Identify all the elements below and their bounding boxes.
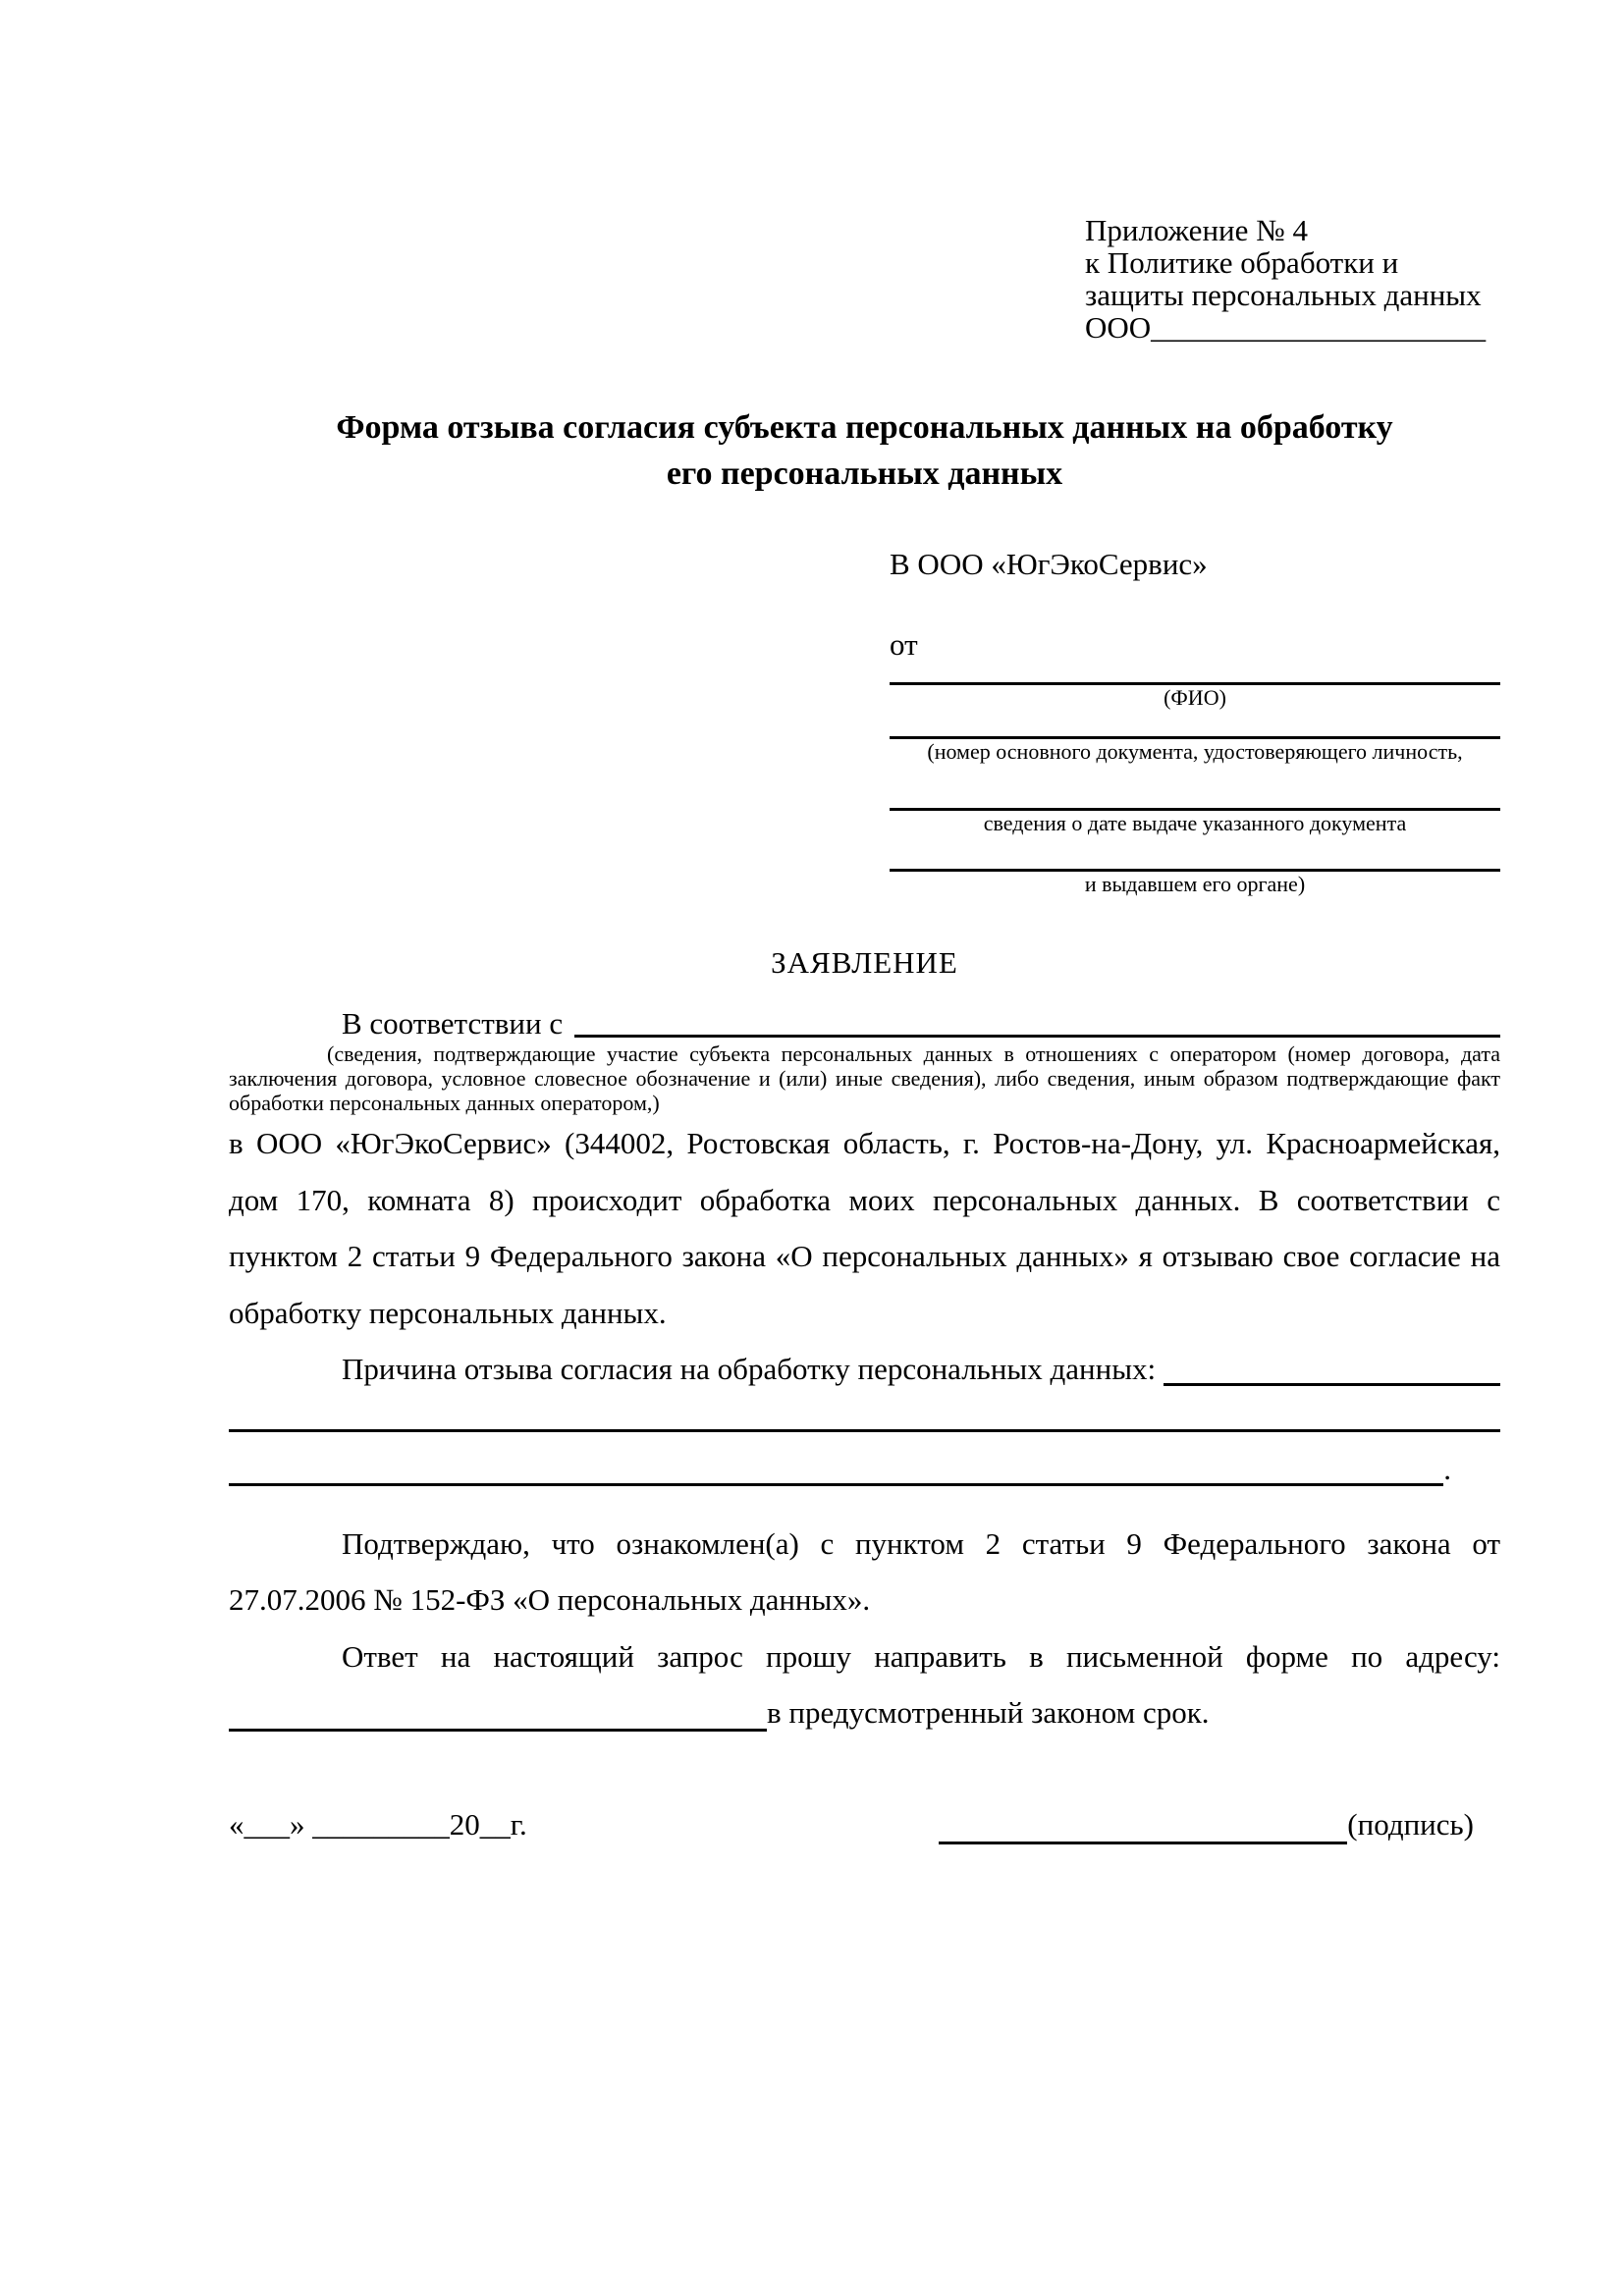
signoff-row xyxy=(229,1805,1500,1844)
intro-blank-line xyxy=(574,1006,1500,1038)
reason-blank-line-1 xyxy=(1164,1341,1500,1386)
address-blank-line xyxy=(229,1684,767,1732)
appendix-line-2: к Политике обработки и xyxy=(1085,245,1399,280)
addressee-from-label: от xyxy=(890,627,918,662)
appendix-line-3: защиты персональных данных xyxy=(1085,278,1482,312)
reason-label: Причина отзыва согласия на обработку персональных данных: xyxy=(342,1352,1157,1386)
fio-caption: (ФИО) xyxy=(1164,685,1226,710)
page-content xyxy=(229,0,1500,1844)
addressee-organization: В ООО «ЮгЭкоСервис» xyxy=(890,547,1208,581)
intro-prefix: В соответствии с xyxy=(342,1006,564,1041)
reason-row xyxy=(229,1341,1500,1398)
issuer-blank-line xyxy=(890,836,1500,872)
statement-body: в ООО «ЮгЭкоСервис» (344002, Ростовская область, г. Ростов-на-Дону, ул. Красноармейская, дом 170, комната 8) происходит обработка моих персональных данных. В соответствии с пунктом 2 статьи 9 Федерального закона «О персональных данных» я отзываю свое согласие на обработку персональных данных. xyxy=(229,1126,1500,1330)
document-number-blank-line xyxy=(890,711,1500,739)
issuer-caption: и выдавшем его органе) xyxy=(1084,872,1306,896)
issue-date-caption: сведения о дате выдаче указанного документа xyxy=(983,811,1407,835)
appendix-line-1: Приложение № 4 xyxy=(1085,213,1308,247)
statement-heading: ЗАЯВЛЕНИЕ xyxy=(771,945,958,980)
document-title xyxy=(229,404,1500,497)
document-title-line-2: его персональных данных xyxy=(666,455,1063,492)
reply-request-paragraph: Ответ на настоящий запрос прошу направить в письменной форме по адресу: xyxy=(342,1638,1500,1674)
intro-footnote: (сведения, подтверждающие участие субъекта персональных данных в отношениях с оператором (номер договора, дата заключения договора, условное словесное обозначение и (или) иные сведения), либо сведения, иным образом подтверждающие факт обработки персональных данных оператором,) xyxy=(229,1041,1500,1115)
confirmation-paragraph: Подтверждаю, что ознакомлен(а) с пунктом 2 статьи 9 Федерального закона от 27.07.2006 № 152-ФЗ «О персональных данных». xyxy=(229,1525,1500,1617)
reason-blank-line-3 xyxy=(229,1435,1443,1486)
addressee-block xyxy=(890,545,1500,897)
document-title-line-1: Форма отзыва согласия субъекта персональных данных на обработку xyxy=(336,409,1393,446)
signature-group xyxy=(939,1805,1474,1844)
paragraph-indent xyxy=(229,1006,342,1041)
reason-period: . xyxy=(1443,1451,1451,1486)
date-blank: «___» _________20__г. xyxy=(229,1806,527,1842)
statement-intro-row xyxy=(229,1006,1500,1041)
fio-blank-line xyxy=(890,665,1500,685)
appendix-note xyxy=(1085,214,1500,344)
reply-address-row xyxy=(229,1684,1500,1741)
reason-blank-line-2 xyxy=(229,1398,1500,1432)
appendix-line-4: ООО______________________ xyxy=(1085,310,1487,345)
signature-caption: (подпись) xyxy=(1347,1806,1474,1842)
paragraph-indent xyxy=(229,1341,342,1398)
reply-suffix: в предусмотренный законом срок. xyxy=(767,1695,1210,1730)
reason-blank-line-3-row xyxy=(229,1432,1500,1486)
issue-date-blank-line xyxy=(890,765,1500,811)
document-number-caption: (номер основного документа, удостоверяющего личность, xyxy=(927,739,1463,764)
signature-blank-line xyxy=(939,1811,1347,1844)
